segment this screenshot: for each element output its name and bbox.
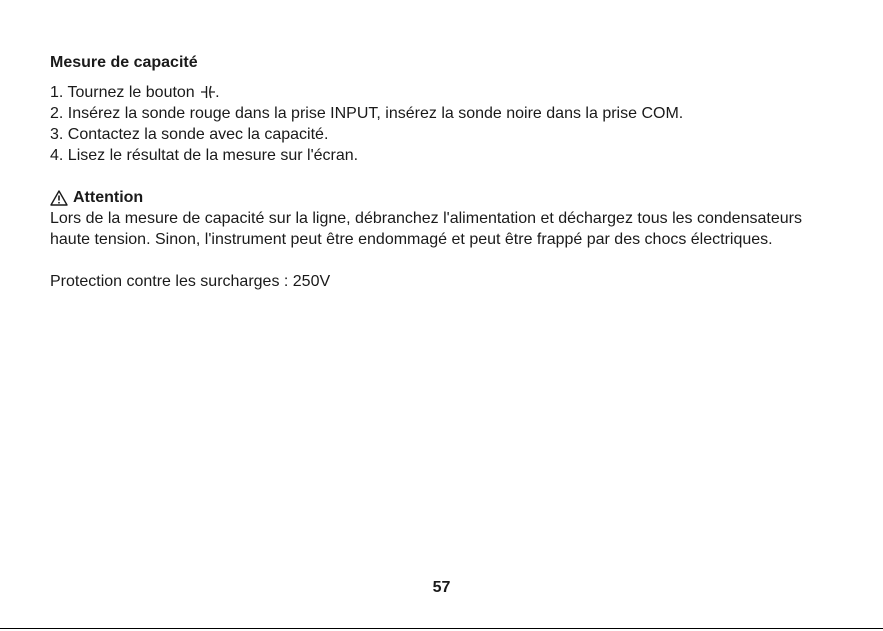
step-4: 4. Lisez le résultat de la mesure sur l'écran.	[50, 147, 359, 164]
step-2: 2. Insérez la sonde rouge dans la prise INPUT, insérez la sonde noire dans la prise COM.	[50, 105, 684, 122]
warning-triangle-icon	[50, 190, 68, 206]
step-3: 3. Contactez la sonde avec la capacité.	[50, 126, 329, 143]
attention-block	[50, 187, 850, 250]
steps-list	[50, 82, 850, 166]
document-content	[50, 52, 850, 292]
capacitor-icon	[201, 85, 215, 99]
step-1-suffix: .	[215, 84, 220, 101]
attention-body: Lors de la mesure de capacité sur la ligne, débranchez l'alimentation et déchargez tous les condensateurs haute tension. Sinon, l'instrument peut être endommagé et peut être frappé par des chocs électriques.	[50, 210, 802, 248]
section-title: Mesure de capacité	[50, 54, 198, 71]
step-1-text: 1. Tournez le bouton	[50, 84, 200, 101]
attention-heading	[50, 187, 850, 208]
step-1	[50, 82, 850, 103]
overload-protection: Protection contre les surcharges : 250V	[50, 273, 331, 290]
page-number: 57	[432, 579, 451, 596]
footer-divider	[0, 628, 883, 629]
attention-heading-text: Attention	[73, 189, 144, 206]
